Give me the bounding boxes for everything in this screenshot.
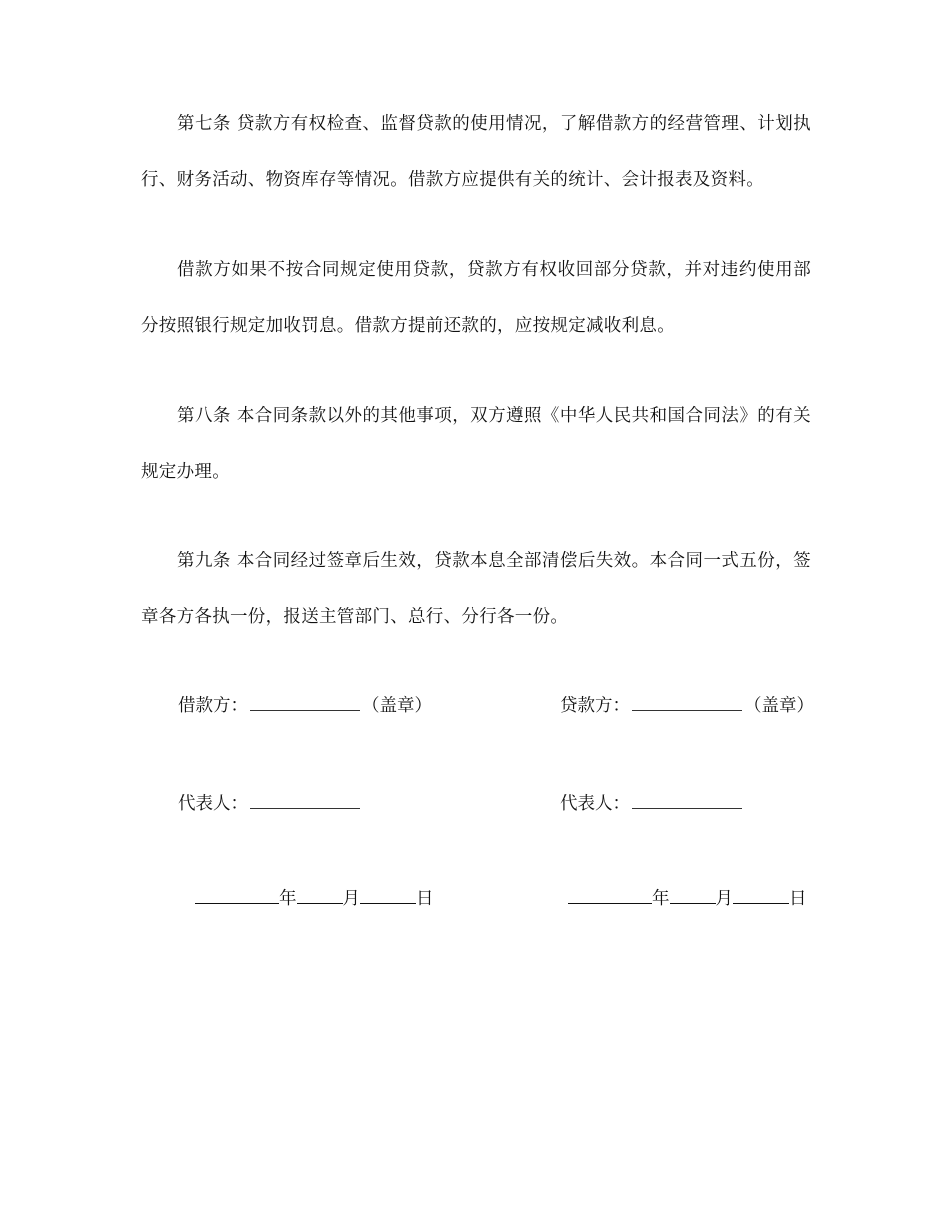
borrower-representative-label: 代表人： bbox=[178, 794, 248, 814]
borrower-year-blank[interactable] bbox=[195, 885, 279, 904]
article-8-paragraph: 第八条 本合同条款以外的其他事项，双方遵照《中华人民共和国合同法》的有关规定办理。 bbox=[141, 406, 811, 482]
day-label: 日 bbox=[416, 889, 434, 909]
year-label: 年 bbox=[279, 889, 297, 909]
lender-representative-blank[interactable] bbox=[632, 790, 742, 809]
borrower-label: 借款方： bbox=[178, 696, 248, 716]
borrower-signature-line bbox=[178, 692, 432, 718]
misuse-penalty-paragraph: 借款方如果不按合同规定使用贷款，贷款方有权收回部分贷款，并对违约使用部分按照银行规定加收罚息。借款方提前还款的，应按规定减收利息。 bbox=[141, 260, 811, 336]
borrower-date-line bbox=[195, 885, 434, 911]
borrower-representative-blank[interactable] bbox=[250, 790, 360, 809]
borrower-representative-line bbox=[178, 790, 362, 816]
lender-seal-label: （盖章） bbox=[744, 696, 814, 716]
borrower-month-blank[interactable] bbox=[297, 885, 343, 904]
lender-day-blank[interactable] bbox=[733, 885, 789, 904]
lender-representative-line bbox=[560, 790, 744, 816]
lender-label: 贷款方： bbox=[560, 696, 630, 716]
lender-signature-line bbox=[560, 692, 814, 718]
borrower-day-blank[interactable] bbox=[360, 885, 416, 904]
month-label: 月 bbox=[715, 889, 733, 909]
lender-date-line bbox=[568, 885, 807, 911]
borrower-name-blank[interactable] bbox=[250, 692, 360, 711]
borrower-seal-label: （盖章） bbox=[362, 696, 432, 716]
lender-month-blank[interactable] bbox=[670, 885, 716, 904]
article-9-paragraph: 第九条 本合同经过签章后生效，贷款本息全部清偿后失效。本合同一式五份，签章各方各执一份，报送主管部门、总行、分行各一份。 bbox=[141, 551, 811, 627]
lender-name-blank[interactable] bbox=[632, 692, 742, 711]
year-label: 年 bbox=[652, 889, 670, 909]
article-7-paragraph: 第七条 贷款方有权检查、监督贷款的使用情况，了解借款方的经营管理、计划执行、财务活动、物资库存等情况。借款方应提供有关的统计、会计报表及资料。 bbox=[141, 114, 811, 190]
day-label: 日 bbox=[789, 889, 807, 909]
month-label: 月 bbox=[342, 889, 360, 909]
lender-representative-label: 代表人： bbox=[560, 794, 630, 814]
lender-year-blank[interactable] bbox=[568, 885, 652, 904]
